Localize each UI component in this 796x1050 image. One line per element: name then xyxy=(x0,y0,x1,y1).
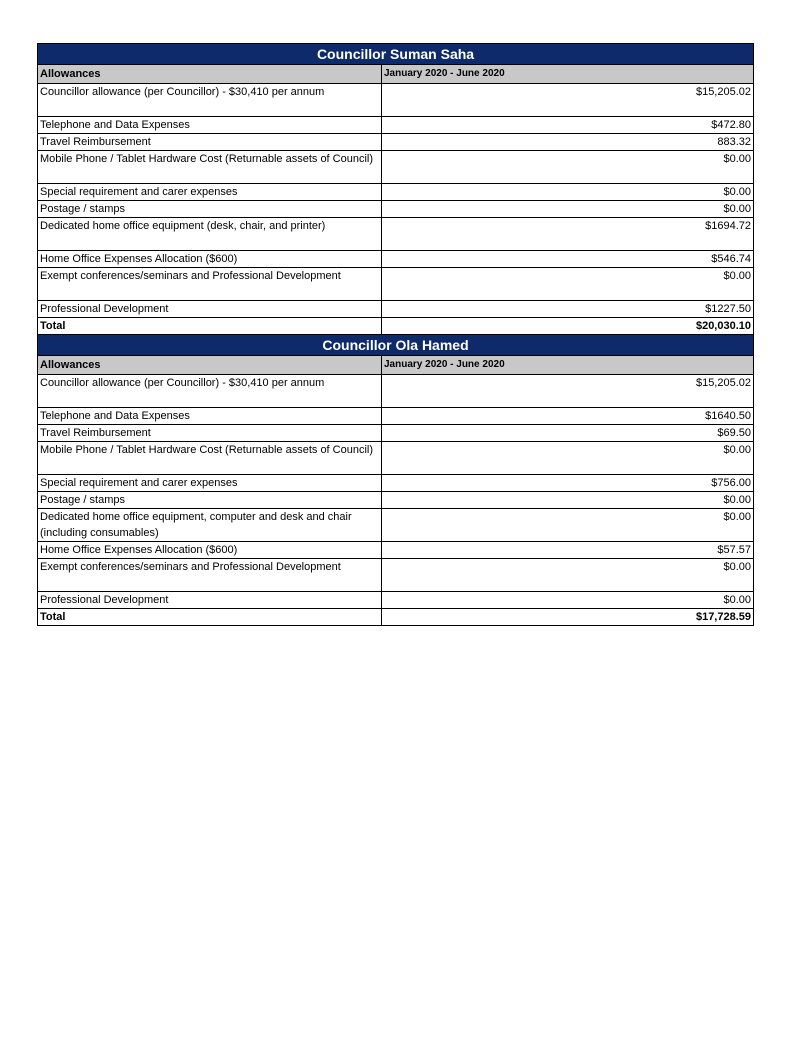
row-amount: $1640.50 xyxy=(382,408,754,425)
table-row xyxy=(38,475,754,492)
row-amount: $0.00 xyxy=(382,509,754,542)
table-row xyxy=(38,268,754,301)
row-label: Travel Reimbursement xyxy=(38,425,382,442)
row-amount: $472.80 xyxy=(382,117,754,134)
total-amount: $17,728.59 xyxy=(382,609,754,626)
table-row xyxy=(38,408,754,425)
row-label: Home Office Expenses Allocation ($600) xyxy=(38,542,382,559)
row-label: Exempt conferences/seminars and Professional Development xyxy=(38,268,382,301)
allowances-table xyxy=(37,43,754,626)
row-label: Professional Development xyxy=(38,592,382,609)
row-label: Postage / stamps xyxy=(38,201,382,218)
row-amount: $0.00 xyxy=(382,559,754,592)
row-amount: $0.00 xyxy=(382,201,754,218)
table-row xyxy=(38,134,754,151)
row-amount: $0.00 xyxy=(382,151,754,184)
table-row xyxy=(38,559,754,592)
table-row xyxy=(38,218,754,251)
total-row xyxy=(38,318,754,335)
row-label: Councillor allowance (per Councillor) - $30,410 per annum xyxy=(38,84,382,117)
column-header-period: January 2020 - June 2020 xyxy=(382,356,754,375)
row-label: Mobile Phone / Tablet Hardware Cost (Returnable assets of Council) xyxy=(38,442,382,475)
row-amount: $15,205.02 xyxy=(382,375,754,408)
row-amount: $546.74 xyxy=(382,251,754,268)
row-label: Telephone and Data Expenses xyxy=(38,408,382,425)
table-row xyxy=(38,117,754,134)
row-amount: $0.00 xyxy=(382,184,754,201)
table-row xyxy=(38,201,754,218)
row-amount: 883.32 xyxy=(382,134,754,151)
total-label: Total xyxy=(38,609,382,626)
row-label: Mobile Phone / Tablet Hardware Cost (Returnable assets of Council) xyxy=(38,151,382,184)
total-row xyxy=(38,609,754,626)
total-label: Total xyxy=(38,318,382,335)
row-amount: $69.50 xyxy=(382,425,754,442)
councillor-section xyxy=(38,44,754,335)
row-amount: $0.00 xyxy=(382,492,754,509)
row-label: Professional Development xyxy=(38,301,382,318)
table-row xyxy=(38,425,754,442)
row-amount: $0.00 xyxy=(382,592,754,609)
row-label: Councillor allowance (per Councillor) - $30,410 per annum xyxy=(38,375,382,408)
row-amount: $0.00 xyxy=(382,442,754,475)
table-row xyxy=(38,251,754,268)
table-row xyxy=(38,442,754,475)
row-label: Postage / stamps xyxy=(38,492,382,509)
row-amount: $57.57 xyxy=(382,542,754,559)
row-label: Exempt conferences/seminars and Professional Development xyxy=(38,559,382,592)
row-amount: $1694.72 xyxy=(382,218,754,251)
row-label: Travel Reimbursement xyxy=(38,134,382,151)
table-row xyxy=(38,375,754,408)
table-row xyxy=(38,184,754,201)
councillor-title: Councillor Ola Hamed xyxy=(38,335,754,356)
row-label: Special requirement and carer expenses xyxy=(38,475,382,492)
table-row xyxy=(38,509,754,542)
column-header-allowances: Allowances xyxy=(38,65,382,84)
row-label: Dedicated home office equipment, computer and desk and chair (including consumables) xyxy=(38,509,382,542)
total-amount: $20,030.10 xyxy=(382,318,754,335)
councillor-title: Councillor Suman Saha xyxy=(38,44,754,65)
row-amount: $1227.50 xyxy=(382,301,754,318)
table-row xyxy=(38,301,754,318)
row-label: Dedicated home office equipment (desk, chair, and printer) xyxy=(38,218,382,251)
row-amount: $0.00 xyxy=(382,268,754,301)
row-amount: $756.00 xyxy=(382,475,754,492)
table-row xyxy=(38,492,754,509)
table-row xyxy=(38,592,754,609)
row-label: Telephone and Data Expenses xyxy=(38,117,382,134)
row-label: Special requirement and carer expenses xyxy=(38,184,382,201)
councillor-section xyxy=(38,335,754,626)
row-label: Home Office Expenses Allocation ($600) xyxy=(38,251,382,268)
column-header-allowances: Allowances xyxy=(38,356,382,375)
allowances-sheet xyxy=(37,43,753,626)
table-row xyxy=(38,542,754,559)
table-row xyxy=(38,84,754,117)
row-amount: $15,205.02 xyxy=(382,84,754,117)
column-header-period: January 2020 - June 2020 xyxy=(382,65,754,84)
table-row xyxy=(38,151,754,184)
